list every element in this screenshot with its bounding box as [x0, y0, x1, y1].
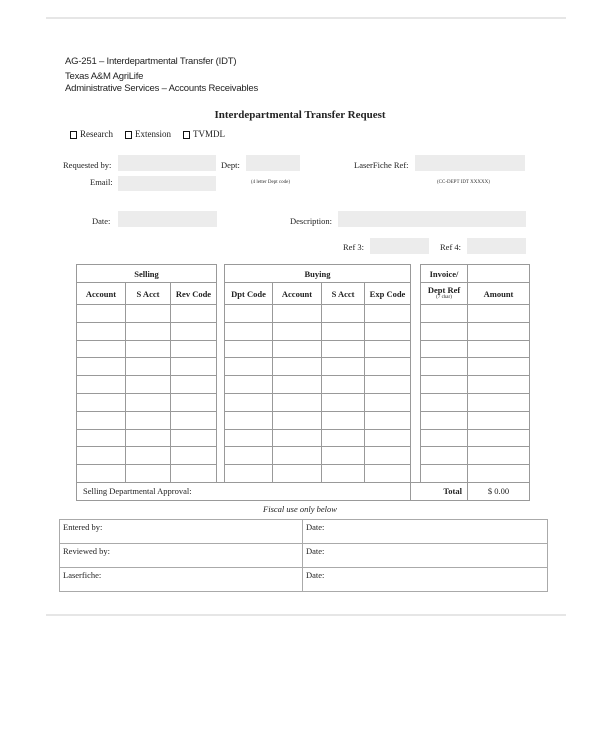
table-cell[interactable] [273, 322, 322, 340]
checkbox-icon[interactable] [70, 131, 77, 139]
table-cell[interactable] [273, 411, 322, 429]
table-cell[interactable] [322, 376, 365, 394]
reviewed-by-label: Reviewed by: [63, 546, 110, 556]
description-field[interactable] [338, 211, 526, 227]
table-cell[interactable] [322, 340, 365, 358]
table-cell[interactable] [126, 358, 171, 376]
total-label: Total [411, 482, 468, 500]
table-cell[interactable] [468, 465, 530, 483]
column-gap [217, 322, 225, 340]
dept-hint: (4 letter Dept code) [251, 180, 291, 185]
ref3-field[interactable] [370, 238, 429, 254]
table-cell[interactable] [225, 358, 273, 376]
reviewed-date-cell[interactable] [303, 544, 548, 568]
table-cell[interactable] [322, 393, 365, 411]
table-cell[interactable] [273, 305, 322, 323]
table-row [77, 376, 530, 394]
table-cell[interactable] [322, 411, 365, 429]
transfer-table [76, 264, 530, 501]
column-gap [411, 340, 421, 358]
table-cell[interactable] [421, 393, 468, 411]
table-cell[interactable] [77, 393, 126, 411]
dept-name: Administrative Services – Accounts Receivables [65, 83, 259, 94]
table-cell[interactable] [225, 411, 273, 429]
table-cell[interactable] [468, 411, 530, 429]
table-cell[interactable] [126, 393, 171, 411]
requested-by-field[interactable] [118, 155, 216, 171]
table-cell[interactable] [225, 447, 273, 465]
table-cell[interactable] [421, 429, 468, 447]
table-cell[interactable] [273, 393, 322, 411]
table-row [77, 322, 530, 340]
column-gap [411, 265, 421, 305]
col-s-acct: S Acct [126, 283, 171, 305]
dept-ref-label: Dept Ref [427, 284, 461, 295]
column-gap [217, 465, 225, 483]
ref4-field[interactable] [467, 238, 526, 254]
column-gap [411, 447, 421, 465]
table-cell[interactable] [171, 429, 217, 447]
table-cell[interactable] [365, 358, 411, 376]
table-cell[interactable] [468, 322, 530, 340]
table-cell[interactable] [126, 447, 171, 465]
table-cell[interactable] [126, 465, 171, 483]
date-label: Date: [92, 216, 111, 226]
table-cell[interactable] [77, 322, 126, 340]
table-cell[interactable] [273, 447, 322, 465]
checkbox-label: TVMDL [193, 129, 225, 139]
dept-label: Dept: [221, 160, 240, 170]
email-label: Email: [90, 177, 113, 187]
table-cell[interactable] [171, 340, 217, 358]
table-cell[interactable] [365, 376, 411, 394]
entered-date-cell[interactable] [303, 520, 548, 544]
table-cell[interactable] [77, 376, 126, 394]
total-value: $ 0.00 [468, 482, 530, 500]
table-cell[interactable] [365, 447, 411, 465]
column-gap [217, 447, 225, 465]
table-cell[interactable] [126, 429, 171, 447]
top-divider [46, 17, 566, 19]
column-gap [411, 465, 421, 483]
table-cell[interactable] [126, 305, 171, 323]
column-gap [217, 265, 225, 305]
table-cell[interactable] [171, 376, 217, 394]
table-cell[interactable] [273, 340, 322, 358]
invoice-header: Invoice/ [421, 265, 468, 283]
laserfiche-date-cell[interactable] [303, 568, 548, 592]
table-cell[interactable] [225, 322, 273, 340]
table-cell[interactable] [365, 393, 411, 411]
table-cell[interactable] [421, 305, 468, 323]
ref3-label: Ref 3: [343, 242, 365, 252]
date-field[interactable] [118, 211, 217, 227]
table-cell[interactable] [171, 447, 217, 465]
table-cell[interactable] [322, 322, 365, 340]
checkbox-icon[interactable] [125, 131, 132, 139]
column-gap [217, 305, 225, 323]
table-cell[interactable] [225, 393, 273, 411]
table-cell[interactable] [126, 376, 171, 394]
table-row [77, 305, 530, 323]
column-gap [217, 376, 225, 394]
col-account: Account [77, 283, 126, 305]
laserfiche-ref-label: LaserFiche Ref: [354, 160, 409, 170]
table-cell[interactable] [365, 411, 411, 429]
laserfiche-cell[interactable] [60, 568, 303, 592]
org-name: Texas A&M AgriLife [65, 71, 144, 82]
table-row [77, 393, 530, 411]
table-cell[interactable] [171, 322, 217, 340]
column-gap [411, 322, 421, 340]
buying-group-header: Buying [225, 265, 411, 283]
checkbox-label: Research [80, 129, 113, 139]
date-label: Date: [306, 522, 325, 532]
col-amount: Amount [468, 283, 530, 305]
table-cell[interactable] [468, 429, 530, 447]
table-cell[interactable] [468, 393, 530, 411]
laserfiche-label: Laserfiche: [63, 570, 102, 580]
table-row [77, 447, 530, 465]
column-gap [411, 305, 421, 323]
table-cell[interactable] [273, 376, 322, 394]
table-cell[interactable] [171, 411, 217, 429]
table-row [77, 340, 530, 358]
table-cell[interactable] [273, 429, 322, 447]
table-cell[interactable] [365, 429, 411, 447]
table-cell[interactable] [273, 465, 322, 483]
table-cell[interactable] [322, 465, 365, 483]
column-gap [217, 429, 225, 447]
table-cell[interactable] [126, 411, 171, 429]
table-cell[interactable] [421, 447, 468, 465]
approval-cell[interactable] [77, 482, 411, 500]
col-dpt-code: Dpt Code [225, 283, 273, 305]
entered-by-label: Entered by: [63, 522, 103, 532]
dept-ref-sub: (7 char) [436, 294, 452, 300]
table-cell[interactable] [225, 340, 273, 358]
col-s-acct-buying: S Acct [322, 283, 365, 305]
table-cell[interactable] [171, 358, 217, 376]
table-cell[interactable] [468, 358, 530, 376]
column-gap [217, 411, 225, 429]
table-cell[interactable] [77, 429, 126, 447]
table-cell[interactable] [322, 447, 365, 465]
table-cell[interactable] [322, 305, 365, 323]
date-label: Date: [306, 570, 325, 580]
table-cell[interactable] [365, 465, 411, 483]
entered-by-cell[interactable] [60, 520, 303, 544]
col-rev-code: Rev Code [171, 283, 217, 305]
amount-group-header [468, 265, 530, 283]
table-cell[interactable] [171, 305, 217, 323]
checkbox-research[interactable] [70, 129, 113, 139]
fiscal-note: Fiscal use only below [263, 504, 337, 514]
table-row [77, 358, 530, 376]
table-row [77, 429, 530, 447]
form-title: Interdepartmental Transfer Request [214, 109, 386, 121]
checkbox-icon[interactable] [183, 131, 190, 139]
bottom-divider [46, 614, 566, 616]
selling-group-header: Selling [77, 265, 217, 283]
table-cell[interactable] [77, 340, 126, 358]
description-label: Description: [290, 216, 333, 226]
col-account-buying: Account [273, 283, 322, 305]
table-cell[interactable] [421, 358, 468, 376]
table-cell[interactable] [77, 411, 126, 429]
table-cell[interactable] [77, 305, 126, 323]
table-cell[interactable] [77, 447, 126, 465]
table-cell[interactable] [421, 465, 468, 483]
table-cell[interactable] [322, 358, 365, 376]
table-cell[interactable] [421, 376, 468, 394]
column-gap [411, 429, 421, 447]
table-cell[interactable] [468, 340, 530, 358]
table-cell[interactable] [468, 447, 530, 465]
form-id: AG-251 – Interdepartmental Transfer (IDT) [65, 56, 237, 67]
table-cell[interactable] [225, 305, 273, 323]
checkbox-extension[interactable] [125, 129, 171, 139]
table-cell[interactable] [273, 358, 322, 376]
table-cell[interactable] [77, 358, 126, 376]
table-cell[interactable] [225, 376, 273, 394]
table-cell[interactable] [421, 411, 468, 429]
column-gap [217, 340, 225, 358]
table-cell[interactable] [421, 322, 468, 340]
column-gap [411, 376, 421, 394]
laserfiche-hint: (CC-DEPT IDT XXXXX) [437, 180, 490, 185]
date-label: Date: [306, 546, 325, 556]
checkbox-label: Extension [135, 129, 171, 139]
table-cell[interactable] [126, 340, 171, 358]
table-cell[interactable] [225, 465, 273, 483]
table-cell[interactable] [77, 465, 126, 483]
laserfiche-ref-field[interactable] [415, 155, 525, 171]
column-gap [411, 411, 421, 429]
table-cell[interactable] [421, 340, 468, 358]
table-row [77, 465, 530, 483]
table-cell[interactable] [171, 393, 217, 411]
column-gap [411, 358, 421, 376]
table-cell[interactable] [365, 305, 411, 323]
table-cell[interactable] [171, 465, 217, 483]
column-gap [217, 393, 225, 411]
table-cell[interactable] [365, 322, 411, 340]
table-cell[interactable] [468, 376, 530, 394]
ref4-label: Ref 4: [440, 242, 462, 252]
table-row [77, 411, 530, 429]
col-exp-code: Exp Code [365, 283, 411, 305]
table-cell[interactable] [126, 322, 171, 340]
col-dept-ref [421, 283, 468, 305]
dept-field[interactable] [246, 155, 300, 171]
approval-label: Selling Departmental Approval: [83, 486, 192, 497]
table-cell[interactable] [322, 429, 365, 447]
checkbox-tvmdl[interactable] [183, 129, 225, 139]
requested-by-label: Requested by: [63, 160, 112, 170]
reviewed-by-cell[interactable] [60, 544, 303, 568]
email-field[interactable] [118, 176, 216, 191]
table-cell[interactable] [225, 429, 273, 447]
table-cell[interactable] [365, 340, 411, 358]
fiscal-table [59, 519, 548, 592]
table-cell[interactable] [468, 305, 530, 323]
column-gap [411, 393, 421, 411]
column-gap [217, 358, 225, 376]
